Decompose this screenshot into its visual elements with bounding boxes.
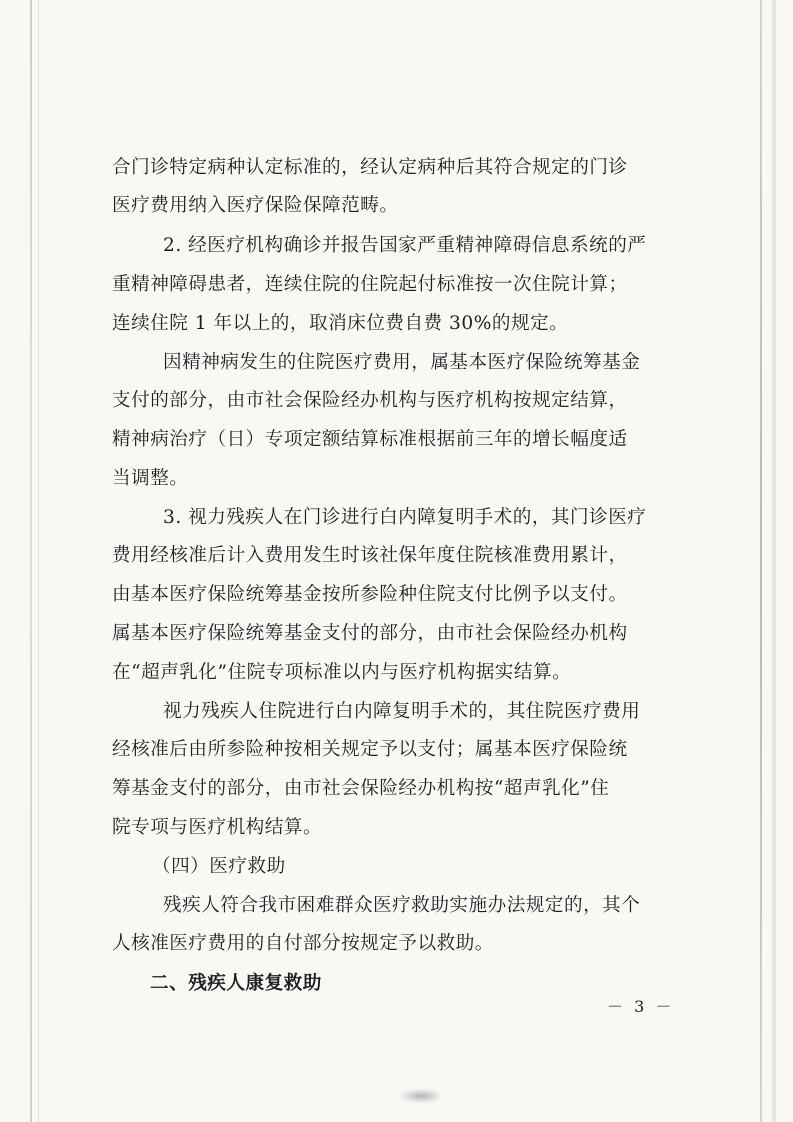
text-line: 支付的部分，由市社会保险经办机构与医疗机构按规定结算， [112, 390, 628, 411]
text-line: 筹基金支付的部分，由市社会保险经办机构按“超声乳化”住 [112, 778, 610, 799]
text-line: 视力残疾人住院进行白内障复明手术的，其住院医疗费用 [163, 701, 641, 722]
text-line: 院专项与医疗机构结算。 [112, 817, 323, 838]
scan-smudge [398, 1088, 444, 1104]
text-line: 当调整。 [112, 468, 189, 489]
text-line: 3. 视力残疾人在门诊进行白内障复明手术的，其门诊医疗 [163, 507, 647, 528]
text-line: 合门诊特定病种认定标准的，经认定病种后其符合规定的门诊 [112, 157, 628, 178]
scan-edge-left [30, 0, 32, 1122]
text-line: 因精神病发生的住院医疗费用，属基本医疗保险统筹基金 [163, 352, 641, 373]
text-line: 费用经核准后计入费用发生时该社保年度住院核准费用累计， [112, 545, 628, 566]
text-line: 医疗费用纳入医疗保险保障范畴。 [112, 195, 399, 216]
text-line: 精神病治疗（日）专项定额结算标准根据前三年的增长幅度适 [112, 429, 628, 450]
text-line: 残疾人符合我市困难群众医疗救助实施办法规定的，其个 [163, 895, 641, 916]
text-line: 属基本医疗保险统筹基金支付的部分，由市社会保险经办机构 [112, 623, 628, 644]
section-subheading: （四）医疗救助 [152, 856, 286, 877]
text-line: 经核准后由所参险种按相关规定予以支付；属基本医疗保险统 [112, 739, 628, 760]
scan-edge-right-outer [772, 0, 776, 1122]
scan-edge-left-inner [38, 0, 39, 1122]
text-line: 人核准医疗费用的自付部分按规定予以救助。 [112, 933, 494, 954]
text-line: 在“超声乳化”住院专项标准以内与医疗机构据实结算。 [112, 662, 572, 683]
text-line: 由基本医疗保险统筹基金按所参险种住院支付比例予以支付。 [112, 584, 628, 605]
text-line: 连续住院 1 年以上的，取消床位费自费 30%的规定。 [112, 313, 569, 334]
text-line: 2. 经医疗机构确诊并报告国家严重精神障碍信息系统的严 [163, 235, 647, 256]
text-line: 重精神障碍患者，连续住院的住院起付标准按一次住院计算； [112, 274, 628, 295]
scan-edge-right [760, 0, 762, 1122]
section-heading: 二、残疾人康复救助 [150, 973, 322, 994]
page-number: － 3 － [607, 997, 675, 1016]
